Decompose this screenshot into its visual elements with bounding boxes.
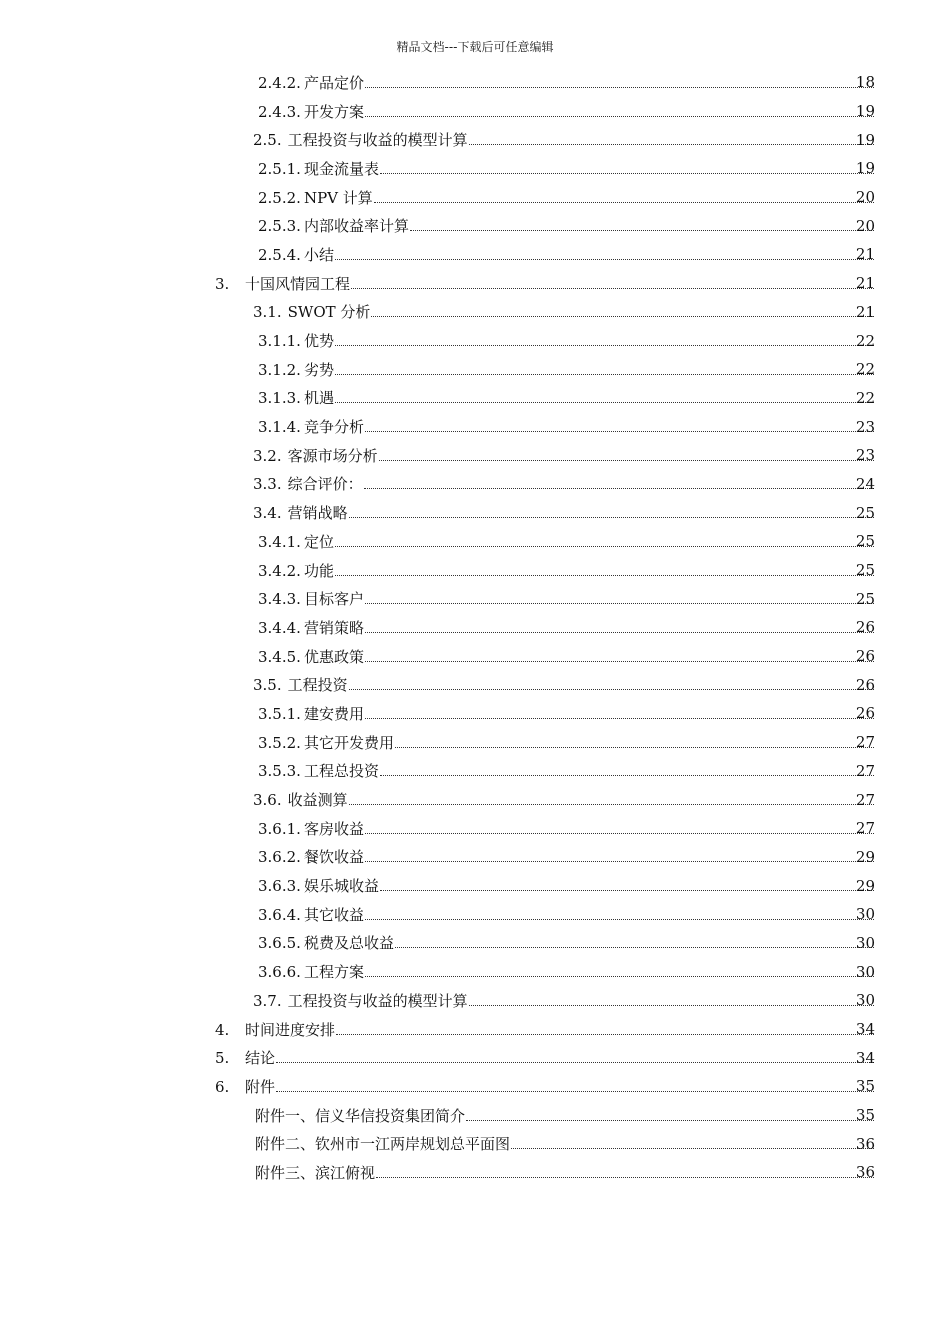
toc-entry[interactable] xyxy=(0,97,950,126)
toc-entry[interactable] xyxy=(0,68,950,97)
dot-leader xyxy=(379,460,874,461)
dot-leader xyxy=(511,1148,874,1149)
toc-entry-page-number: 29 xyxy=(855,847,875,866)
toc-entry-number: 3.7. xyxy=(253,991,282,1010)
toc-entry-title: 附件二、钦州市一江两岸规划总平面图 xyxy=(255,1135,511,1154)
dot-leader xyxy=(349,804,874,805)
toc-entry-text xyxy=(0,818,875,839)
toc-entry-number: 3.4.4. xyxy=(258,618,301,637)
toc-entry-title: 机遇 xyxy=(303,389,334,408)
toc-entry[interactable] xyxy=(0,1072,950,1101)
toc-entry-number: 3.1.4. xyxy=(258,418,301,437)
toc-entry[interactable] xyxy=(0,240,950,269)
toc-entry-number: 3.6.3. xyxy=(258,877,301,896)
toc-entry-page-number: 25 xyxy=(855,532,875,551)
toc-entry-page-number: 26 xyxy=(855,675,875,694)
toc-entry-page-number: 29 xyxy=(855,876,875,895)
toc-entry-page-number: 21 xyxy=(855,245,875,264)
toc-entry-number: 3.5. xyxy=(253,676,282,695)
toc-entry-number: 3.6.2. xyxy=(258,848,301,867)
toc-entry-title: 工程投资 xyxy=(287,676,348,695)
toc-entry-text xyxy=(0,72,875,93)
toc-entry-title: 功能 xyxy=(303,561,334,580)
toc-entry-title: 内部收益率计算 xyxy=(303,217,409,236)
toc-entry-text xyxy=(0,502,875,523)
dot-leader xyxy=(365,833,874,834)
toc-entry-page-number: 27 xyxy=(855,733,875,752)
toc-entry-number: 2.4.2. xyxy=(258,73,301,92)
toc-entry[interactable] xyxy=(0,584,950,613)
toc-entry-page-number: 27 xyxy=(855,761,875,780)
toc-entry-number: 2.5.4. xyxy=(258,245,301,264)
toc-entry-text xyxy=(0,560,875,581)
toc-entry[interactable] xyxy=(0,269,950,298)
toc-entry-page-number: 30 xyxy=(855,905,875,924)
toc-entry-title: 劣势 xyxy=(303,360,334,379)
toc-entry-title: 附件三、滨江俯视 xyxy=(255,1163,376,1182)
toc-entry-text xyxy=(0,473,875,494)
toc-entry-text xyxy=(0,330,875,351)
dot-leader xyxy=(335,259,874,260)
toc-entry-number: 3.5.2. xyxy=(258,733,301,752)
toc-entry-text xyxy=(0,961,875,982)
toc-entry-title: 结论 xyxy=(245,1049,276,1068)
toc-entry-page-number: 36 xyxy=(855,1134,875,1153)
toc-entry-title: 开发方案 xyxy=(303,102,364,121)
toc-entry-page-number: 22 xyxy=(855,331,875,350)
toc-entry-page-number: 22 xyxy=(855,360,875,379)
dot-leader xyxy=(365,603,874,604)
toc-entry[interactable] xyxy=(0,1158,950,1187)
toc-entry[interactable] xyxy=(0,412,950,441)
toc-entry-title: 工程方案 xyxy=(303,963,364,982)
toc-entry[interactable] xyxy=(0,1129,950,1158)
toc-entry-text xyxy=(0,646,875,667)
toc-entry-number: 3.2. xyxy=(253,446,282,465)
toc-entry-title: 工程投资与收益的模型计算 xyxy=(287,991,468,1010)
toc-entry-text xyxy=(0,617,875,638)
toc-entry-text xyxy=(0,932,875,953)
toc-entry[interactable] xyxy=(0,183,950,212)
dot-leader xyxy=(466,1120,874,1121)
toc-entry-number: 5. xyxy=(215,1049,230,1068)
dot-leader xyxy=(380,890,874,891)
toc-entry-text xyxy=(0,531,875,552)
toc-entry-text xyxy=(0,387,875,408)
toc-entry[interactable] xyxy=(0,757,950,786)
toc-entry-text xyxy=(0,129,875,150)
toc-entry[interactable] xyxy=(0,843,950,872)
toc-entry-title: 收益测算 xyxy=(287,791,348,810)
toc-entry-title: 营销战略 xyxy=(287,504,348,523)
toc-entry-title: SWOT 分析 xyxy=(287,303,371,322)
toc-entry-title: 附件 xyxy=(245,1077,276,1096)
toc-entry[interactable] xyxy=(0,470,950,499)
toc-entry-text xyxy=(0,1162,875,1183)
toc-entry[interactable] xyxy=(0,613,950,642)
toc-entry-text xyxy=(0,990,875,1011)
toc-entry-title: 客源市场分析 xyxy=(287,446,378,465)
toc-entry-text xyxy=(0,703,875,724)
dot-leader xyxy=(335,345,874,346)
toc-entry-page-number: 23 xyxy=(855,417,875,436)
toc-entry-text xyxy=(0,187,875,208)
toc-entry-page-number: 19 xyxy=(855,102,875,121)
toc-entry-title: 现金流量表 xyxy=(303,159,379,178)
toc-entry-title: 时间进度安排 xyxy=(245,1020,336,1039)
dot-leader xyxy=(380,173,874,174)
toc-entry-page-number: 26 xyxy=(855,704,875,723)
toc-entry[interactable] xyxy=(0,957,950,986)
dot-leader xyxy=(365,861,874,862)
toc-entry-title: 产品定价 xyxy=(303,73,364,92)
toc-entry-page-number: 23 xyxy=(855,446,875,465)
toc-entry-number: 3.4.1. xyxy=(258,532,301,551)
toc-entry-page-number: 19 xyxy=(855,159,875,178)
dot-leader xyxy=(365,718,874,719)
toc-entry[interactable] xyxy=(0,699,950,728)
toc-entry-page-number: 21 xyxy=(855,274,875,293)
dot-leader xyxy=(364,488,874,489)
toc-entry-page-number: 35 xyxy=(855,1106,875,1125)
toc-entry-text xyxy=(0,1133,875,1154)
toc-entry[interactable] xyxy=(0,154,950,183)
toc-entry-number: 3.1.2. xyxy=(258,360,301,379)
toc-entry-page-number: 24 xyxy=(855,474,875,493)
toc-entry-title: 工程投资与收益的模型计算 xyxy=(287,131,468,150)
toc-entry-number: 3.4.3. xyxy=(258,590,301,609)
toc-entry-number: 3.1.3. xyxy=(258,389,301,408)
toc-entry-page-number: 20 xyxy=(855,188,875,207)
dot-leader xyxy=(349,517,874,518)
toc-entry[interactable] xyxy=(0,929,950,958)
toc-entry-page-number: 21 xyxy=(855,302,875,321)
toc-entry-text xyxy=(0,875,875,896)
toc-entry-text xyxy=(0,732,875,753)
toc-entry-title: 税费及总收益 xyxy=(303,934,394,953)
toc-entry[interactable] xyxy=(0,785,950,814)
toc-entry-page-number: 18 xyxy=(855,73,875,92)
toc-entry-page-number: 30 xyxy=(855,991,875,1010)
toc-entry-text xyxy=(0,359,875,380)
toc-entry-number: 2.4.3. xyxy=(258,102,301,121)
toc-entry-number: 3.6. xyxy=(253,791,282,810)
toc-entry[interactable] xyxy=(0,1015,950,1044)
toc-entry-number: 3.4.2. xyxy=(258,561,301,580)
toc-entry-text xyxy=(0,215,875,236)
toc-entry-title: 餐饮收益 xyxy=(303,848,364,867)
dot-leader xyxy=(276,1091,874,1092)
toc-entry[interactable] xyxy=(0,211,950,240)
toc-entry-number: 3.6.6. xyxy=(258,963,301,982)
toc-entry-title: NPV 计算 xyxy=(303,188,373,207)
table-of-contents xyxy=(0,68,950,1187)
dot-leader xyxy=(365,116,874,117)
toc-entry-title: 营销策略 xyxy=(303,618,364,637)
dot-leader xyxy=(376,1177,874,1178)
toc-entry-number: 3.6.4. xyxy=(258,905,301,924)
toc-entry-text xyxy=(0,445,875,466)
toc-entry-text xyxy=(0,904,875,925)
toc-entry-text xyxy=(0,789,875,810)
page-header: 精品文档---下载后可任意编辑 xyxy=(396,40,554,54)
toc-entry[interactable] xyxy=(0,900,950,929)
toc-entry-page-number: 25 xyxy=(855,589,875,608)
toc-entry-number: 3.5.1. xyxy=(258,704,301,723)
toc-entry[interactable] xyxy=(0,326,950,355)
toc-entry-number: 3.1. xyxy=(253,303,282,322)
toc-entry-title: 附件一、信义华信投资集团简介 xyxy=(255,1106,466,1125)
toc-entry[interactable] xyxy=(0,556,950,585)
toc-entry[interactable] xyxy=(0,670,950,699)
toc-entry-page-number: 19 xyxy=(855,130,875,149)
toc-entry-page-number: 20 xyxy=(855,216,875,235)
toc-entry-page-number: 26 xyxy=(855,618,875,637)
toc-entry[interactable] xyxy=(0,814,950,843)
toc-entry-number: 3.3. xyxy=(253,475,282,494)
toc-entry[interactable] xyxy=(0,728,950,757)
toc-entry-text xyxy=(0,1019,875,1040)
dot-leader xyxy=(395,747,874,748)
toc-entry-page-number: 22 xyxy=(855,388,875,407)
toc-entry-number: 3.6.5. xyxy=(258,934,301,953)
toc-entry-text xyxy=(0,158,875,179)
toc-entry-page-number: 25 xyxy=(855,561,875,580)
toc-entry-number: 3.1.1. xyxy=(258,332,301,351)
toc-entry-number: 2.5.3. xyxy=(258,217,301,236)
toc-entry-page-number: 30 xyxy=(855,962,875,981)
toc-entry-title: 目标客户 xyxy=(303,590,364,609)
toc-entry-number: 2.5.1. xyxy=(258,159,301,178)
toc-entry-page-number: 34 xyxy=(855,1048,875,1067)
toc-entry-page-number: 34 xyxy=(855,1020,875,1039)
toc-entry-title: 十国风情园工程 xyxy=(245,274,351,293)
dot-leader xyxy=(374,202,874,203)
dot-leader xyxy=(469,144,874,145)
toc-entry-number: 4. xyxy=(215,1020,230,1039)
dot-leader xyxy=(276,1062,874,1063)
toc-entry[interactable] xyxy=(0,527,950,556)
dot-leader xyxy=(365,661,874,662)
toc-entry-text xyxy=(0,244,875,265)
toc-entry-text xyxy=(0,760,875,781)
toc-entry[interactable] xyxy=(0,355,950,384)
toc-entry-page-number: 26 xyxy=(855,647,875,666)
toc-entry-number: 3.4.5. xyxy=(258,647,301,666)
toc-entry-text xyxy=(0,301,875,322)
toc-entry[interactable] xyxy=(0,125,950,154)
toc-entry-text xyxy=(0,588,875,609)
toc-entry-text xyxy=(0,674,875,695)
toc-entry[interactable] xyxy=(0,1043,950,1072)
toc-entry-title: 客房收益 xyxy=(303,819,364,838)
toc-entry-text xyxy=(0,273,875,294)
toc-entry[interactable] xyxy=(0,498,950,527)
toc-entry-page-number: 30 xyxy=(855,933,875,952)
dot-leader xyxy=(469,1005,874,1006)
toc-entry[interactable] xyxy=(0,871,950,900)
toc-entry-number: 3.4. xyxy=(253,504,282,523)
dot-leader xyxy=(365,919,874,920)
dot-leader xyxy=(335,374,874,375)
dot-leader xyxy=(365,431,874,432)
toc-entry[interactable] xyxy=(0,384,950,413)
toc-entry-title: 小结 xyxy=(303,245,334,264)
toc-entry[interactable] xyxy=(0,441,950,470)
dot-leader xyxy=(395,947,874,948)
dot-leader xyxy=(365,976,874,977)
toc-entry[interactable] xyxy=(0,298,950,327)
toc-entry[interactable] xyxy=(0,986,950,1015)
toc-entry-page-number: 35 xyxy=(855,1077,875,1096)
dot-leader xyxy=(371,316,874,317)
toc-entry-title: 定位 xyxy=(303,532,334,551)
toc-entry-title: 建安费用 xyxy=(303,704,364,723)
toc-entry-number: 3.6.1. xyxy=(258,819,301,838)
dot-leader xyxy=(410,230,874,231)
dot-leader xyxy=(349,689,874,690)
toc-entry-text xyxy=(0,1105,875,1126)
toc-entry-page-number: 36 xyxy=(855,1163,875,1182)
dot-leader xyxy=(365,87,874,88)
toc-entry-number: 2.5.2. xyxy=(258,188,301,207)
toc-entry-number: 3.5.3. xyxy=(258,762,301,781)
toc-entry-title: 工程总投资 xyxy=(303,762,379,781)
dot-leader xyxy=(351,288,874,289)
dot-leader xyxy=(365,632,874,633)
toc-entry-number: 6. xyxy=(215,1077,230,1096)
toc-entry-title: 优惠政策 xyxy=(303,647,364,666)
dot-leader xyxy=(336,1034,874,1035)
dot-leader xyxy=(380,775,874,776)
toc-entry-text xyxy=(0,846,875,867)
toc-entry-text xyxy=(0,416,875,437)
toc-entry-title: 其它收益 xyxy=(303,905,364,924)
toc-entry[interactable] xyxy=(0,1101,950,1130)
toc-entry-title: 竞争分析 xyxy=(303,418,364,437)
toc-entry-page-number: 25 xyxy=(855,503,875,522)
dot-leader xyxy=(335,402,874,403)
toc-entry-text xyxy=(0,101,875,122)
dot-leader xyxy=(335,546,874,547)
toc-entry-title: 娱乐城收益 xyxy=(303,877,379,896)
toc-entry-page-number: 27 xyxy=(855,819,875,838)
toc-entry-text xyxy=(0,1076,875,1097)
toc-entry-title: 综合评价： xyxy=(287,475,363,494)
toc-entry-text xyxy=(0,1047,875,1068)
toc-entry-title: 优势 xyxy=(303,332,334,351)
toc-entry-title: 其它开发费用 xyxy=(303,733,394,752)
toc-entry-number: 2.5. xyxy=(253,131,282,150)
toc-entry-number: 3. xyxy=(215,274,230,293)
toc-entry-page-number: 27 xyxy=(855,790,875,809)
dot-leader xyxy=(335,575,874,576)
toc-entry[interactable] xyxy=(0,642,950,671)
